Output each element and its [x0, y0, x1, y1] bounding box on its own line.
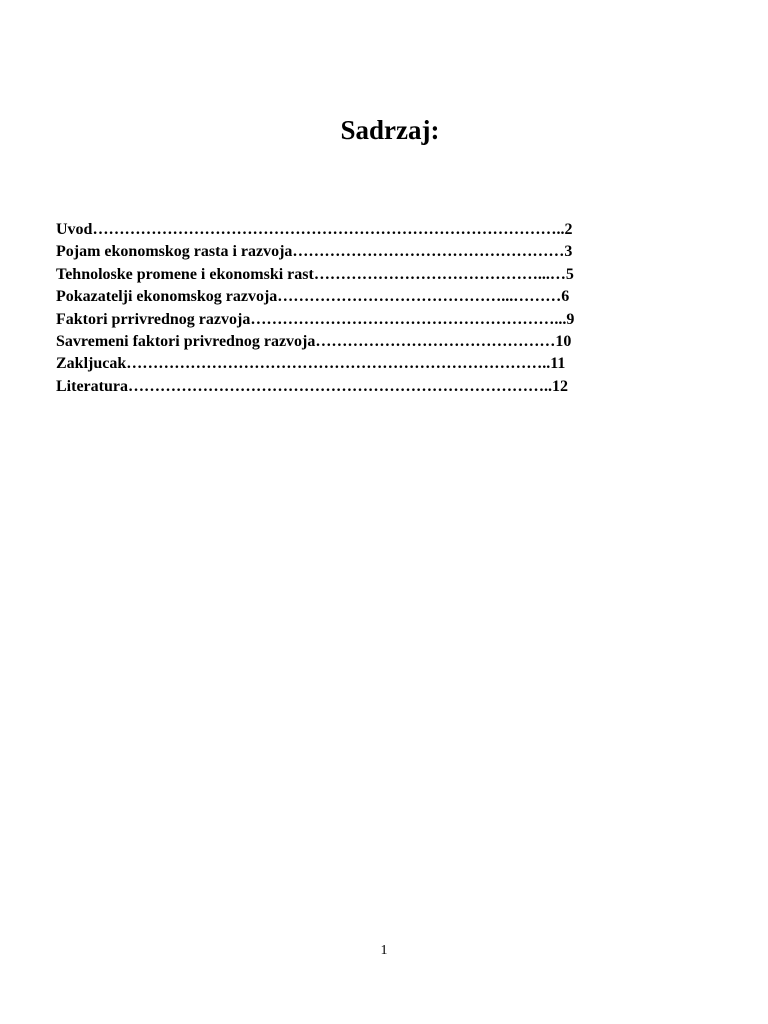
toc-entry-tehnoloske-promene: Tehnoloske promene i ekonomski rast……………………………………...…5: [56, 265, 574, 283]
toc-entry-uvod: Uvod……………………………………………………………………………..2: [56, 221, 573, 238]
toc-entry-zakljucak: Zakljucak……………………………………………………………………..11: [56, 355, 566, 373]
toc-entry-faktori: Faktori prrivrednog razvoja…………………………………………………...9: [56, 310, 575, 328]
toc-entry-literatura: Literatura……………………………………………………………………..12: [56, 377, 568, 395]
toc-entry-pokazatelji: Pokazatelji ekonomskog razvoja……………………………………...………6: [56, 288, 570, 306]
page-number: 1: [380, 943, 388, 958]
table-of-contents: [56, 219, 616, 398]
toc-entry-savremeni-faktori: Savremeni faktori privrednog razvoja………………………………………10: [56, 332, 572, 350]
toc-entry-pojam-ekonomskog-rasta: Pojam ekonomskog rasta i razvoja……………………………………………3: [56, 243, 573, 261]
page-title: Sadrzaj:: [340, 115, 440, 145]
